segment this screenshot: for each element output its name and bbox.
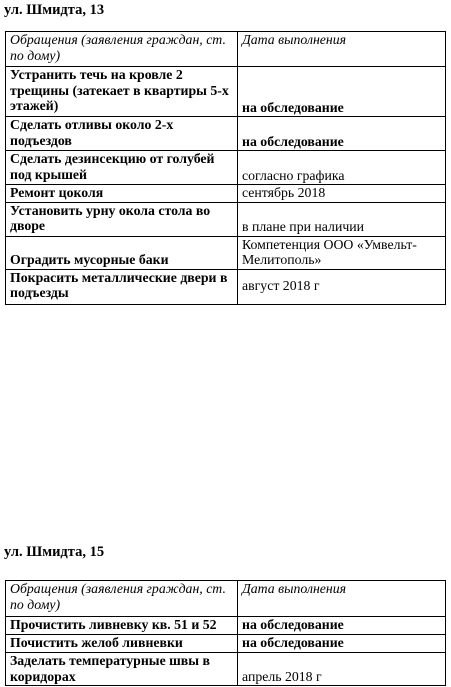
date-cell: на обследование bbox=[238, 635, 446, 653]
date-cell: в плане при наличии bbox=[238, 202, 446, 236]
table-row bbox=[6, 653, 446, 686]
date-cell: согласно графика bbox=[238, 151, 446, 185]
date-cell: август 2018 г bbox=[238, 269, 446, 304]
header-date: Дата выполнения bbox=[238, 32, 446, 67]
address-heading: ул. Шмидта, 13 bbox=[4, 2, 105, 18]
header-requests: Обращения (заявления граждан, ст. по дому) bbox=[6, 32, 238, 67]
request-cell: Устранить течь на кровле 2 трещины (затекает в квартиры 5-х этажей) bbox=[6, 67, 238, 117]
date-cell: на обследование bbox=[238, 617, 446, 635]
request-cell: Прочистить ливневку кв. 51 и 52 bbox=[6, 617, 238, 635]
table-row bbox=[6, 151, 446, 185]
table-row bbox=[6, 202, 446, 236]
date-cell: сентябрь 2018 bbox=[238, 185, 446, 203]
table-row bbox=[6, 67, 446, 117]
request-cell: Ремонт цоколя bbox=[6, 185, 238, 203]
header-date: Дата выполнения bbox=[238, 581, 446, 617]
date-cell: на обследование bbox=[238, 67, 446, 117]
request-cell: Оградить мусорные баки bbox=[6, 236, 238, 269]
table-row bbox=[6, 635, 446, 653]
table-header-row bbox=[6, 32, 446, 67]
table-row bbox=[6, 269, 446, 304]
table-row bbox=[6, 185, 446, 203]
table-row bbox=[6, 117, 446, 151]
requests-table bbox=[5, 31, 446, 305]
date-cell: Компетенция ООО «Умвельт-Мелитополь» bbox=[238, 236, 446, 269]
request-cell: Заделать температурные швы в коридорах bbox=[6, 653, 238, 686]
table-row bbox=[6, 236, 446, 269]
date-cell: на обследование bbox=[238, 117, 446, 151]
request-cell: Почистить желоб ливневки bbox=[6, 635, 238, 653]
request-cell: Сделать отливы около 2-х подъездов bbox=[6, 117, 238, 151]
address-heading: ул. Шмидта, 15 bbox=[4, 544, 105, 560]
header-requests: Обращения (заявления граждан, ст. по дому) bbox=[6, 581, 238, 617]
request-cell: Покрасить металлические двери в подъезды bbox=[6, 269, 238, 304]
date-cell: апрель 2018 г bbox=[238, 653, 446, 686]
table-row bbox=[6, 617, 446, 635]
table-header-row bbox=[6, 581, 446, 617]
requests-table bbox=[5, 580, 446, 686]
request-cell: Сделать дезинсекцию от голубей под крышей bbox=[6, 151, 238, 185]
request-cell: Установить урну окола стола во дворе bbox=[6, 202, 238, 236]
